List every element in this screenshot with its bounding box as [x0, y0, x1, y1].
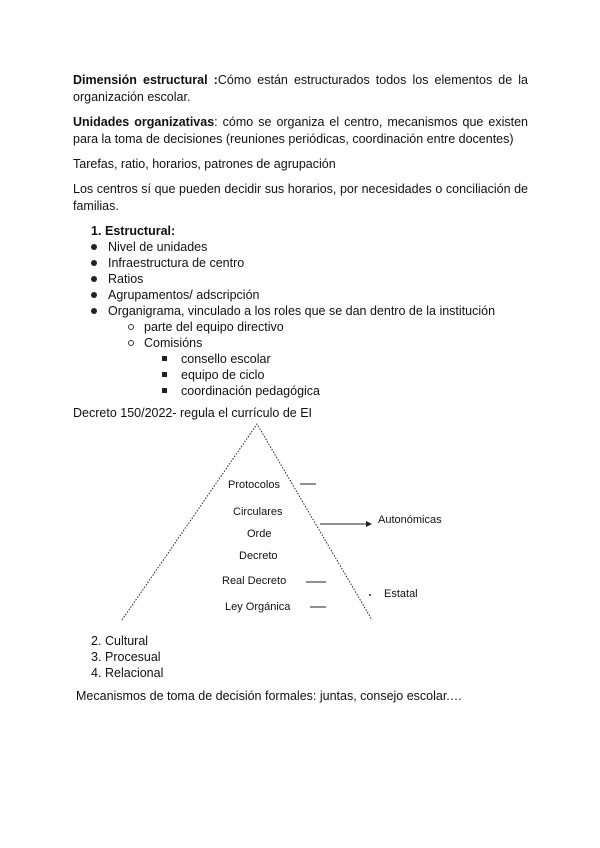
- level-ley-organica: Ley Orgánica: [225, 601, 291, 613]
- bullet-dot-icon: [91, 244, 97, 250]
- text-dimension: Cómo están estructurados todos los elementos de la organización escolar.: [73, 73, 529, 104]
- item-label: Procesual: [105, 650, 161, 664]
- level-real-decreto: Real Decreto: [222, 575, 287, 587]
- item-label: Estructural:: [105, 224, 176, 238]
- paragraph-horarios: Los centros sí que pueden decidir sus horarios, por necesidades o conciliación de familias.: [73, 182, 528, 213]
- pyramid-outline: [122, 424, 372, 620]
- label-estatal: Estatal: [384, 588, 418, 600]
- sub-bullet-text: parte del equipo directivo: [144, 320, 284, 334]
- term-dimension: Dimensión estructural :: [73, 73, 218, 87]
- item-number: 4.: [91, 666, 102, 680]
- square-bullet-icon: [162, 356, 167, 361]
- square-bullet-icon: [162, 372, 167, 377]
- level-orde: Orde: [247, 528, 272, 540]
- subsub-bullet-text: equipo de ciclo: [181, 368, 265, 382]
- continued-list: [73, 633, 528, 705]
- bullet-text: Nivel de unidades: [108, 240, 208, 254]
- paragraph-decreto: Decreto 150/2022- regula el currículo de EI: [73, 406, 313, 420]
- numbered-item-1: [73, 223, 528, 239]
- label-autonomicas: Autonómicas: [378, 514, 442, 526]
- ring-bullet-icon: [128, 324, 134, 330]
- bullet-text: Agrupamentos/ adscripción: [108, 288, 260, 302]
- bullet-item: [73, 303, 528, 319]
- numbered-item: [73, 665, 528, 681]
- item-label: Relacional: [105, 666, 164, 680]
- sub-bullet-text: Comisións: [144, 336, 203, 350]
- ring-bullet-icon: [128, 340, 134, 346]
- sub-bullet-item: [73, 335, 528, 351]
- paragraph-mecanismos: Mecanismos de toma de decisión formales: juntas, consejo escolar.…: [76, 689, 463, 703]
- item-number: 1.: [91, 224, 102, 238]
- item-number: 3.: [91, 650, 102, 664]
- text-unidades: : cómo se organiza el centro, mecanismos que existen para la toma de decisiones (reuniones periódicas, coordinación entre docentes): [73, 115, 529, 146]
- bullet-item: [73, 271, 528, 287]
- term-unidades: Unidades organizativas: [73, 115, 215, 129]
- subsub-bullet-item: [73, 351, 528, 367]
- square-bullet-icon: [162, 388, 167, 393]
- paragraph-dimension: [73, 72, 528, 106]
- paragraph-tarefas: Tarefas, ratio, horarios, patrones de agrupación: [73, 157, 336, 171]
- paragraph-unidades: [73, 114, 528, 148]
- bullet-dot-icon: [91, 308, 97, 314]
- item-label: Cultural: [105, 634, 149, 648]
- numbered-item: [73, 633, 528, 649]
- bullet-item: [73, 287, 528, 303]
- subsub-bullet-text: coordinación pedagógica: [181, 384, 320, 398]
- estatal-dot: [369, 594, 371, 596]
- numbered-item: [73, 649, 528, 665]
- level-protocolos: Protocolos: [228, 479, 280, 491]
- bullet-dot-icon: [91, 276, 97, 282]
- document-body: [73, 72, 528, 422]
- subsub-bullet-item: [73, 383, 528, 399]
- level-circulares: Circulares: [233, 506, 283, 518]
- level-decreto: Decreto: [239, 550, 278, 562]
- arrow-head-icon: [366, 521, 372, 527]
- bullet-text: Ratios: [108, 272, 144, 286]
- bullet-item: [73, 239, 528, 255]
- sub-bullet-item: [73, 319, 528, 335]
- bullet-item: [73, 255, 528, 271]
- bullet-text: Organigrama, vinculado a los roles que se dan dentro de la institución: [108, 304, 496, 318]
- subsub-bullet-text: consello escolar: [181, 352, 271, 366]
- bullet-dot-icon: [91, 260, 97, 266]
- bullet-dot-icon: [91, 292, 97, 298]
- bullet-text: Infraestructura de centro: [108, 256, 245, 270]
- legislation-pyramid-diagram: [120, 420, 460, 630]
- subsub-bullet-item: [73, 367, 528, 383]
- item-number: 2.: [91, 634, 102, 648]
